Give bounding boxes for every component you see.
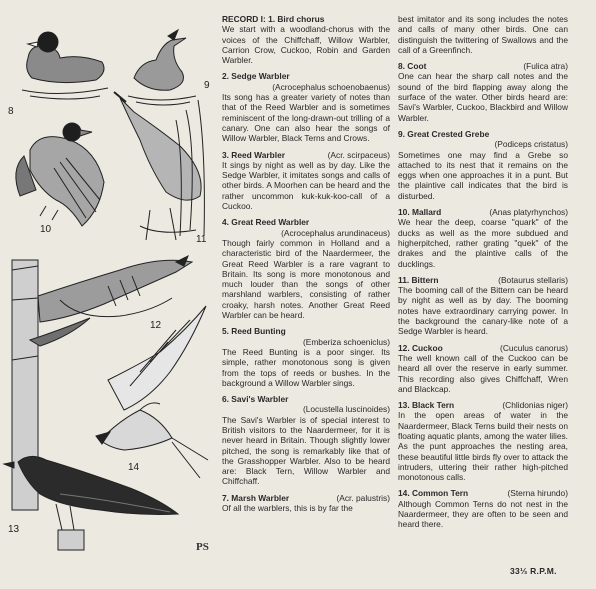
- species-description: The well known call of the Cuckoo can be heard all over the reserve in early summer. This recording also gives Chiffchaff, Wren and Blackcap.: [398, 352, 568, 394]
- species-description: In the open areas of water in the Naardermeer, Black Terns build their nests on floating aquatic plants, among the water lilies. As the punt approaches the nesting area, these beautiful little birds fly over to attack the intruders, uttering their rather high-pitched monotonous calls.: [398, 410, 568, 483]
- species-description: Its song has a greater variety of notes than that of the Reed Warbler and is sometimes reminiscent of the long-drawn-out trilling of a canary. One can also hear the songs of Willow Warbler, Black Terns and Crows.: [222, 92, 390, 144]
- species-heading: [222, 150, 390, 160]
- continued-entry: [398, 14, 568, 55]
- species-heading: [222, 394, 390, 404]
- species-entry: [398, 400, 568, 482]
- figure-label-9: 9: [204, 80, 210, 91]
- species-latin-name: (Botaurus stellaris): [498, 274, 568, 285]
- species-description: We hear the deep, coarse "quark" of the ducks as well as the more subdued and higherpitched, rather grating "quek" of the drakes and the plaintive calls of the ducklings.: [398, 217, 568, 269]
- species-name: 5. Reed Bunting: [222, 326, 286, 337]
- species-latin-name: (Anas platyrhynchos): [489, 207, 568, 218]
- bittern-illustration: [114, 92, 204, 240]
- figure-label-10: 10: [40, 224, 52, 235]
- intro-text: We start with a woodland-chorus with the voices of the Chiffchaff, Willow Warbler, Carrion Crow, Cuckoo, Robin and Garden Warbler.: [222, 24, 390, 66]
- species-description: Of all the warblers, this is by far the: [222, 503, 353, 514]
- species-latin-name: (Podiceps cristatus): [494, 139, 568, 150]
- bird-illustrations-svg: [0, 0, 216, 589]
- species-name: 3. Reed Warbler: [222, 149, 285, 160]
- species-name: 7. Marsh Warbler: [222, 492, 290, 503]
- species-heading: [398, 207, 568, 217]
- species-entry: [398, 207, 568, 269]
- figure-label-11: 11: [196, 234, 207, 245]
- species-latin-name: (Acr. palustris): [336, 492, 390, 503]
- species-latin-name: (Sterna hirundo): [507, 488, 568, 499]
- species-heading: [398, 275, 568, 285]
- species-description: Although Common Terns do not nest in the Naardermeer, they are often to be seen and heard there.: [398, 498, 568, 530]
- figure-label-13: 13: [8, 524, 20, 535]
- species-heading: [222, 71, 390, 81]
- mallard-illustration: [16, 123, 104, 226]
- bird-illustrations: [0, 0, 216, 589]
- species-heading: [398, 61, 568, 71]
- species-name: 12. Cuckoo: [398, 342, 443, 353]
- species-latin-name: (Acr. scirpaceus): [327, 149, 390, 160]
- species-entry: [222, 394, 390, 487]
- species-entry: [398, 488, 568, 529]
- species-entry: [222, 217, 390, 320]
- left-entries: [222, 71, 390, 513]
- species-description: The Reed Bunting is a poor singer. Its simple, rather monotonous song is given from the tops of reeds or bushes. In the background a Willow Warbler sings.: [222, 346, 390, 388]
- species-entry: [398, 129, 568, 201]
- intro-entry: [222, 14, 390, 65]
- text-column-right: [398, 14, 568, 536]
- species-name: 2. Sedge Warbler: [222, 71, 290, 82]
- record-title: RECORD I: 1. Bird chorus: [222, 14, 325, 24]
- species-entry: [398, 343, 568, 394]
- coot-illustration: [22, 32, 108, 99]
- species-name: 14. Common Tern: [398, 488, 469, 499]
- species-description: The booming call of the Bittern can be heard by night as well as by day. The booming notes have extraordinary carrying power. In the background the canary-like note of a Sedge Warbler is heard.: [398, 285, 568, 337]
- species-description: The Savi's Warbler is of special interest to British visitors to the Naardermeer, for it is never heard in Britain. Though slightly lower pitched, the song is remarkably like that of the Grasshopper Warbler. Also to be heard are: Black Tern, Willow Warbler and Chiffchaff.: [222, 414, 390, 487]
- species-description: Though fairly common in Holland and a characteristic bird of the Naardermeer, the Great Reed Warbler is a rare vagrant to Britain. Its song is more monotonous and much louder than the songs of other marshland warblers, consisting of rather croaky, harsh notes. Another Great Reed Warbler can be heard.: [222, 237, 390, 321]
- continued-text: best imitator and its song includes the notes and calls of many other birds. One can distinguish the twittering of Swallows and the call of a Greenfinch.: [398, 14, 568, 55]
- text-column-left: [222, 14, 390, 519]
- species-latin-name: (Locustella luscinoides): [302, 404, 390, 415]
- figure-label-14: 14: [128, 462, 140, 473]
- species-latin-name: (Acrocephalus schoenobaenus): [272, 81, 390, 92]
- species-name: 11. Bittern: [398, 274, 439, 285]
- grebe-illustration: [128, 30, 196, 105]
- species-description: Sometimes one may find a Grebe so attached to its nest that it remains on the eggs when one approaches it in a punt. But the plaintive call indicates that the bird is disturbed.: [398, 149, 568, 201]
- species-name: 9. Great Crested Grebe: [398, 128, 490, 139]
- species-heading: [398, 400, 568, 410]
- species-name: 4. Great Reed Warbler: [222, 217, 310, 228]
- species-entry: [222, 150, 390, 212]
- species-description: It sings by night as well as by day. Like the Sedge Warbler, it imitates songs and calls of other birds. A Moorhen can be heard and the rather uncommon kuk-kuk-koo-call of a Cuckoo.: [222, 159, 390, 212]
- species-latin-name: (Acrocephalus arundinaceus): [281, 227, 390, 238]
- species-heading: [398, 488, 568, 498]
- species-heading: [398, 129, 568, 139]
- species-name: 6. Savi's Warbler: [222, 394, 289, 405]
- common-tern-illustration: [96, 306, 208, 478]
- species-latin-name: (Fulica atra): [523, 61, 568, 72]
- species-entry: [398, 61, 568, 123]
- species-description: One can hear the sharp call notes and the sound of the bird flapping away along the surface of the water. Other birds heard are: Savi's Warbler, Cuckoo, Blackbird and Willow Warbler.: [398, 71, 568, 123]
- species-heading: [222, 493, 390, 503]
- right-entries: [398, 61, 568, 529]
- designer-monogram: PS: [196, 541, 209, 553]
- record-speed-label: 33⅓ R.P.M.: [510, 566, 557, 576]
- species-latin-name: (Cuculus canorus): [500, 342, 568, 353]
- species-name: 10. Mallard: [398, 207, 442, 218]
- species-entry: [222, 326, 390, 388]
- species-heading: [398, 343, 568, 353]
- species-entry: [222, 493, 390, 514]
- figure-label-8: 8: [8, 106, 14, 117]
- species-name: 8. Coot: [398, 61, 427, 72]
- species-entry: [398, 275, 568, 337]
- species-heading: [222, 326, 390, 336]
- species-latin-name: (Emberiza schoeniclus): [302, 336, 390, 347]
- species-latin-name: (Chlidonias niger): [502, 400, 568, 411]
- species-entry: [222, 71, 390, 143]
- species-heading: [222, 217, 390, 227]
- figure-label-12: 12: [150, 320, 162, 331]
- species-name: 13. Black Tern: [398, 400, 455, 411]
